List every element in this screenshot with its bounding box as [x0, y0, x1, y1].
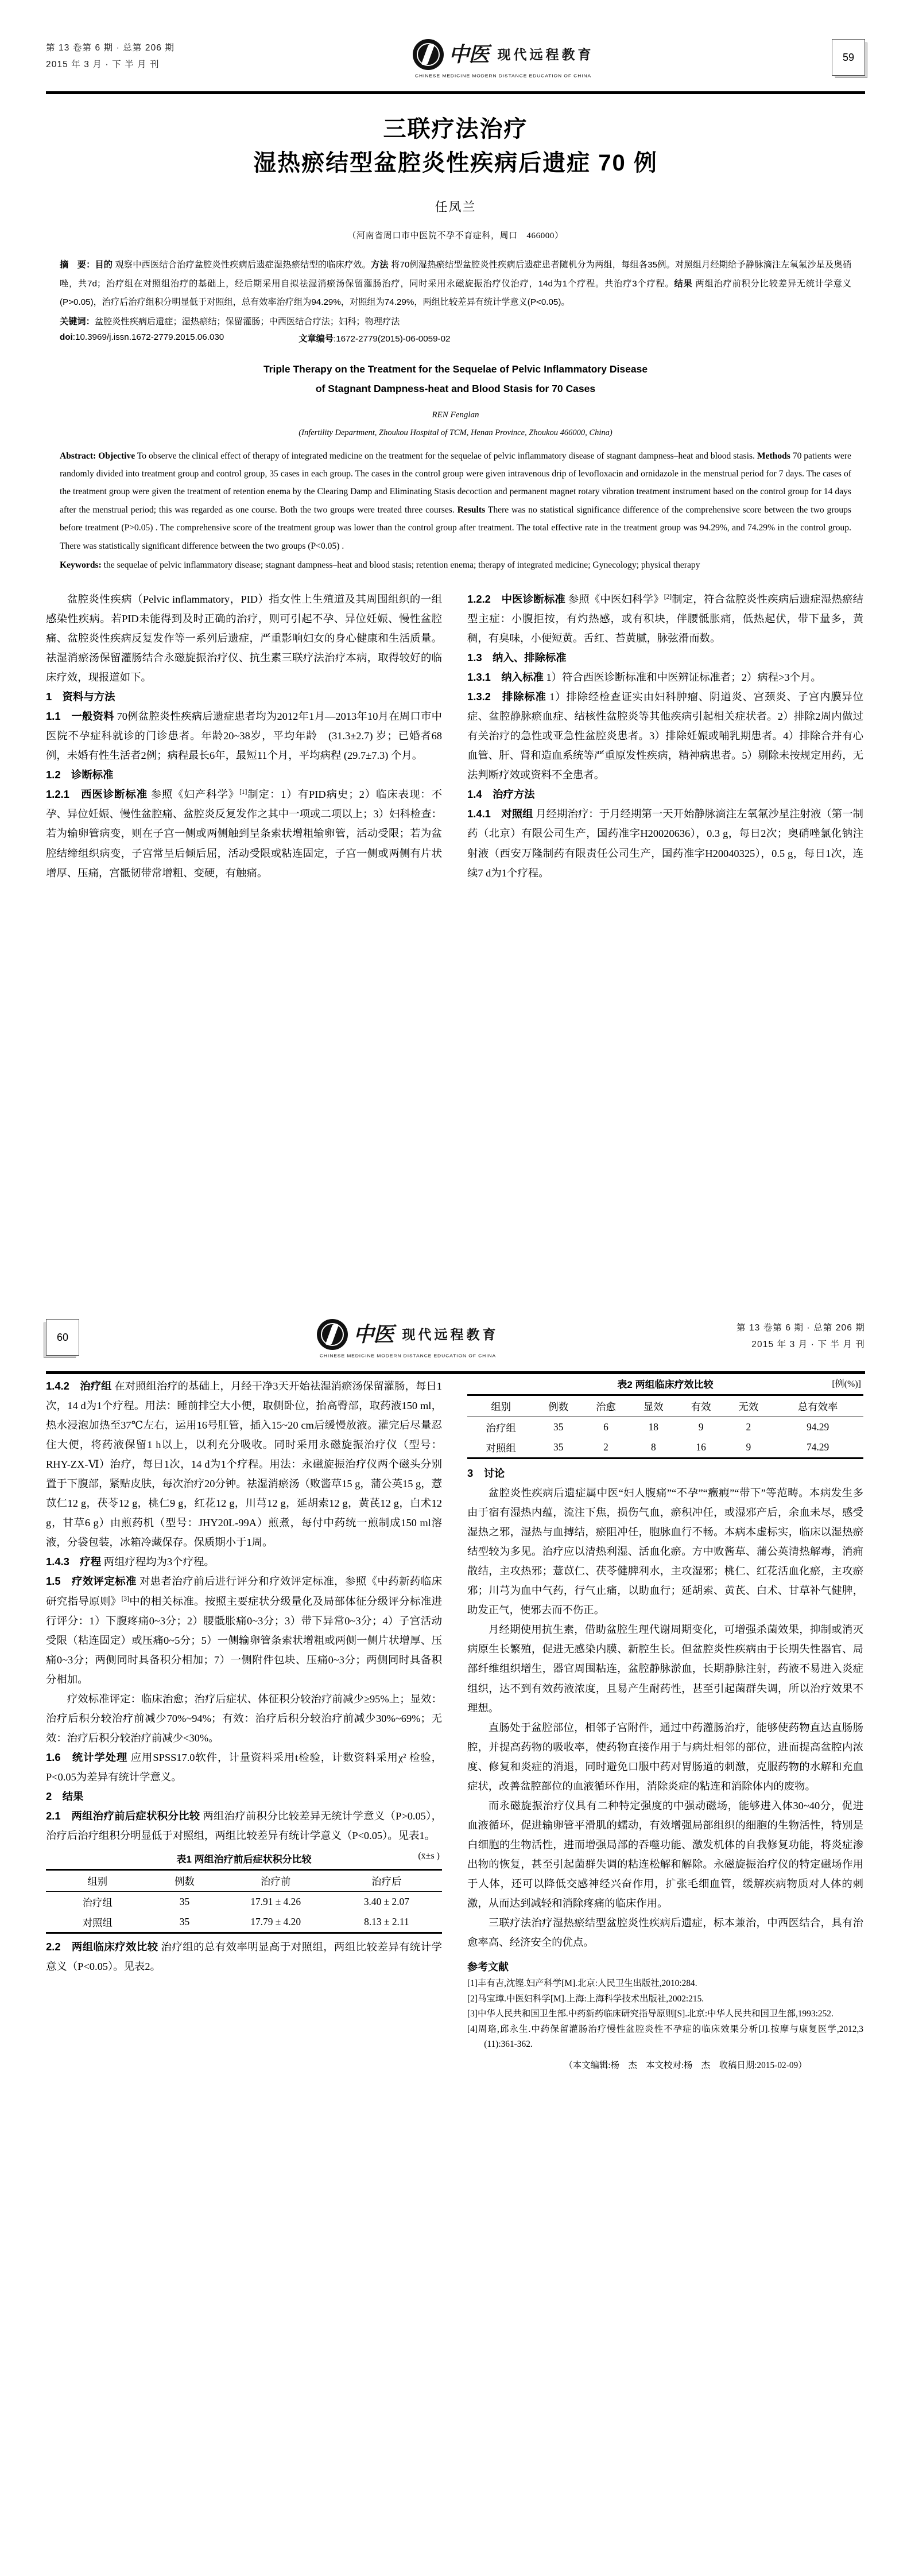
- section-1-2-1-label: 1.2.1 西医诊断标准: [46, 788, 148, 801]
- table-cell: 16: [696, 1441, 706, 1453]
- abstract-cn-label: 摘 要：: [60, 260, 95, 270]
- table-2-caption-text: 表2 两组临床疗效比较: [617, 1379, 714, 1390]
- running-head-page-2: [46, 1280, 865, 1366]
- citation-ref-2: [2]: [664, 593, 672, 600]
- journal-page-1: [0, 0, 911, 1280]
- section-1-4-2-label: 1.4.2 治疗组: [46, 1380, 112, 1392]
- table-cell: 对照组: [82, 1917, 113, 1929]
- section-1-2-2-pre: 参照《中医妇科学》: [568, 593, 664, 605]
- section-1-1-label: 1.1 一般资料: [46, 710, 114, 723]
- section-1-3-2-text: 1）排除经检查证实由妇科肿瘤、阴道炎、宫颈炎、子宫内膜异位症、盆腔静脉瘀血症、结核性盆腔炎等其他疾病引起相关症状者。2）排除2周内做过有关治疗的急性或亚急性盆腔炎患者。3）排除妊娠或哺乳期患者。4）排除合并有心血管、肝、肾和造血系统等严重原发性疾病，精神病患者。5）剔除未按规定用药，无法判断疗效或资料不全患者。: [467, 691, 864, 781]
- page-2-columns: [46, 1376, 865, 2073]
- volume-issue-line: 第 13 卷第 6 期 · 总第 206 期: [736, 1323, 865, 1333]
- section-heading-1: 1 资料与方法: [46, 690, 115, 703]
- title-en-line-2: of Stagnant Dampness-heat and Blood Stasis for 70 Cases: [315, 383, 596, 395]
- title-en-line-1: Triple Therapy on the Treatment for the Sequelae of Pelvic Inflammatory Disease: [263, 363, 648, 375]
- abstract-objective-label-cn: 目的: [95, 260, 113, 270]
- masthead-title-cn: 中医: [353, 1323, 394, 1346]
- abstract-cn: [60, 256, 851, 312]
- article-title-en: [98, 359, 813, 398]
- table-2-unit: [例(%)]: [832, 1379, 861, 1389]
- table-cell: 35: [553, 1441, 564, 1453]
- table-cell: 17.91 ± 4.26: [250, 1896, 301, 1908]
- editorial-colophon: （本文编辑:杨 杰 本文校对:杨 杰 收稿日期:2015-02-09）: [564, 2060, 807, 2070]
- table-cell: 8: [650, 1441, 656, 1453]
- section-1-6-label: 1.6 统计学处理: [46, 1751, 128, 1763]
- section-1-5-criteria: 疗效标准评定：临床治愈；治疗后症状、体征积分较治疗前减少≥95%上；显效：治疗后积分较治疗前减少70%~94%；有效：治疗后积分较治疗前减少30%~69%；无效：治疗后积分较治疗前减少<30%。: [46, 1693, 442, 1744]
- table-2-col-header: 治愈: [596, 1401, 616, 1413]
- keywords-en-value: the sequelae of pelvic inflammatory disease; stagnant dampness–heat and blood stasis; retention enema; therapy of integrated medicine; Gynecology; physical therapy: [103, 560, 700, 571]
- references-heading: 参考文献: [467, 1961, 509, 1973]
- page-1-columns: [46, 589, 865, 883]
- abstract-methods-label-cn: 方法: [370, 260, 389, 270]
- header-rule: [46, 91, 865, 94]
- section-1-5-label: 1.5 疗效评定标准: [46, 1575, 137, 1588]
- abstract-objective-label-en: Objective: [98, 451, 135, 461]
- table-row: [467, 1437, 863, 1458]
- abstract-results-en: There was no statistical significance difference of the comprehensive score between the two groups before treatment (P>0.05) . The comprehensive score of the treatment group was lower than the control group after treatment. The total effective rate in the treatment group was 94.29%, and 74.29% in the control group. There was statistically significant difference between the two groups (P<0.05) .: [60, 505, 851, 551]
- table-2-header-row: [467, 1395, 863, 1417]
- journal-logo-icon: [413, 39, 444, 70]
- table-2-col-header: 总有效率: [797, 1401, 838, 1413]
- article-title-block: [46, 86, 865, 241]
- table-cell: 对照组: [486, 1442, 516, 1454]
- section-heading-1-3: 1.3 纳入、排除标准: [467, 651, 567, 664]
- reference-item: [1]丰有吉,沈铿.妇产科学[M].北京:人民卫生出版社,2010:284.: [467, 1978, 697, 1989]
- abstract-results-cn: 两组治疗前积分比较差异无统计学意义(P>0.05)，治疗后治疗组积分明显低于对照组，总有效率治疗组为94.29%，对照组为74.29%，两组比较差异有统计学意义(P<0.05)。: [60, 278, 851, 307]
- section-1-4-3-label: 1.4.3 疗程: [46, 1555, 102, 1568]
- page-1-left-column: [46, 589, 442, 883]
- reference-item: [4]周珞,邱永生.中药保留灌肠治疗慢性盆腔炎性不孕症的临床效果分析[J].按摩与康复医学,2012,3 (11):361-362.: [467, 2024, 863, 2050]
- abstract-en-label: Abstract:: [60, 451, 96, 461]
- table-row: [467, 1417, 863, 1438]
- intro-paragraph: 盆腔炎性疾病（Pelvic inflammatory，PID）指女性上生殖道及其周围组织的一组感染性疾病。若PID未能得到及时正确的治疗，则可引起不孕、异位妊娠、慢性盆腔痛、盆腔炎性疾病反复发作等一系列后遗症，严重影响妇女的身心健康和生活质量。祛湿消瘀汤保留灌肠结合永磁旋振治疗仪、抗生素三联疗法治疗本病，取得较好的临床疗效，现报道如下。: [46, 593, 442, 684]
- table-2-col-header: 组别: [491, 1401, 511, 1413]
- table-cell: 8.13 ± 2.11: [364, 1916, 409, 1928]
- issue-date-line: 2015 年 3 月 · 下 半 月 刊: [751, 1339, 865, 1349]
- affiliation-cn: （河南省周口市中医院不孕不育症科，周口 466000）: [347, 231, 564, 241]
- table-cell: 治疗组: [82, 1897, 113, 1909]
- table-cell: 治疗组: [486, 1422, 516, 1434]
- table-1-header-row: [46, 1870, 442, 1892]
- author-name-cn: 任凤兰: [435, 200, 476, 215]
- table-1-col-header: 例数: [175, 1876, 195, 1888]
- table-cell: 35: [179, 1916, 190, 1928]
- table-1-unit: (x̄±s ): [418, 1851, 440, 1861]
- abstract-objective-en: To observe the clinical effect of therapy of integrated medicine on the treatment for the sequelae of pelvic inflammatory disease of stagnant dampness–heat and blood stasis.: [137, 451, 755, 461]
- page-1-right-column: [467, 589, 863, 883]
- journal-masthead: [413, 39, 594, 79]
- keywords-cn-label: 关键词：: [60, 317, 95, 327]
- section-1-4-2-text: 在对照组治疗的基础上，月经干净3天开始祛湿消瘀汤保留灌肠，每日1次，14 d为1个疗程。用法：睡前排空大小便，取侧卧位，抬高臀部，取药液150 ml，热水浸泡加热至37℃左右，运用16号肛管，插入15~20 cm后缓慢放液。灌完后尽量忍住大便，将药液保留1 h以上，以利充分吸收。同时采用永磁旋振治疗仪（型号：RHY-ZX-Ⅵ）治疗，每日1次，14 d为1个疗程。用法：永磁旋振治疗仪两个磁头分别置于下腹部，紧贴皮肤，每次治疗20分钟。祛湿消瘀汤（败酱草15 g，蒲公英15 g，薏苡仁12 g，茯苓12 g，桃仁9 g，红花12 g，川芎12 g，延胡索12 g，黄芪12 g，白术12 g，甘草6 g）由煎药机（型号：JHY20L-99A）煎煮，每付中药统一煎制成150 ml溶液，分袋包装，冰箱冷藏保存。保质期小于1周。: [46, 1380, 442, 1549]
- abstract-methods-cn: 将70例湿热瘀结型盆腔炎性疾病后遗症患者随机分为两组，每组各35例。对照组月经期给予静脉滴注左氧氟沙星及奥硝唑，共7d；治疗组在对照组治疗的基础上，经后期采用自拟祛湿消瘀汤保留灌肠治疗，同时采用永磁旋振治疗仪治疗，14d为1个疗程。共治疗3个疗程。: [60, 260, 852, 289]
- section-1-3-1-text: 1）符合西医诊断标准和中医辨证标准者；2）病程>3个月。: [546, 672, 821, 684]
- keywords-en-label: Keywords:: [60, 560, 102, 571]
- section-2-1-text: 两组治疗前积分比较差异无统计学意义（P>0.05），治疗后治疗组积分明显低于对照组，两组比较差异有统计学意义（P<0.05）。见表1。: [46, 1810, 442, 1842]
- article-number-value: :1672-2779(2015)-06-0059-02: [334, 334, 451, 344]
- section-1-1: [46, 707, 442, 765]
- masthead-title-en: CHINESE MEDICINE MODERN DISTANCE EDUCATION OF CHINA: [319, 1353, 497, 1359]
- citation-ref-3: [3]: [121, 1595, 129, 1603]
- doi-label: doi: [60, 332, 73, 343]
- section-2-2: [46, 1937, 442, 1976]
- table-cell: 6: [603, 1421, 608, 1433]
- page-2-right-column: [467, 1376, 863, 2073]
- journal-logo-icon: [317, 1319, 348, 1350]
- table-cell: 2: [603, 1441, 608, 1453]
- table-cell: 3.40 ± 2.07: [363, 1896, 409, 1908]
- issue-date-line: 2015 年 3 月 · 下 半 月 刊: [46, 59, 160, 69]
- table-1-wrap: [46, 1851, 442, 1934]
- table-cell: 35: [179, 1896, 190, 1908]
- section-heading-1-4: 1.4 治疗方法: [467, 788, 535, 801]
- section-2-2-text: 治疗组的总有效率明显高于对照组，两组比较差异有统计学意义（P<0.05）。见表2。: [46, 1941, 442, 1973]
- table-cell: 35: [553, 1421, 564, 1433]
- article-number-field: [299, 332, 450, 344]
- abstract-objective-cn: 观察中西医结合治疗盆腔炎性疾病后遗症湿热瘀结型的临床疗效。: [115, 260, 371, 270]
- doi-and-article-number-row: [60, 332, 851, 344]
- section-1-2-1: [46, 785, 442, 882]
- discussion-paragraph-2: 月经期使用抗生素，借助盆腔生理代谢周期变化，可增强杀菌效果，抑制或消灭病原生长繁殖，促进无感染内膜、新腔生长。但盆腔炎性疾病由于长期失性器官、局部纤维组织增生，器官周围粘连，盆腔静脉淤血，长期静脉注射，药液不易进入炎症组织，达不到有效药液浓度，且易产生耐药性，甚至引起菌群失调，所以治疗效果不理想。: [467, 1624, 863, 1714]
- table-2: [467, 1394, 863, 1459]
- issue-info-left: [46, 39, 175, 73]
- page-title-line-1: 三联疗法治疗: [383, 117, 528, 142]
- section-1-4-3: [46, 1552, 442, 1572]
- journal-page-2: [0, 1280, 911, 2576]
- section-1-5-text: 中的相关标准。按照主要症状分级量化及局部体征分级评分标准进行评分：1）下腹疼痛0~3分；2）腰骶胀痛0~3分；3）带下异常0~3分；4）子宫活动受限（粘连固定）或压痛0~5分；5）一侧输卵管条索状增粗或两侧一侧片状增厚、压痛0~3分；两侧同时具备积分相加；7）一侧附件包块、压痛0~3分；两侧同时具备积分相加。: [46, 1595, 442, 1685]
- discussion-paragraph-5: 三联疗法治疗湿热瘀结型盆腔炎性疾病后遗症，标本兼治，中西医结合，具有治愈率高、经济安全的优点。: [467, 1917, 863, 1949]
- table-2-wrap: [467, 1376, 863, 1459]
- discussion-paragraph-4: 而永磁旋振治疗仪具有二种特定强度的中强动磁场，能够进入体30~40分，促进血液循环，促进输卵管平滑肌的蠕动，有效增强局部组织的细胞的生物活性，特别是白细胞的生物活性，进而增强局部的吞噬功能、激发机体的自我修复功能，将炎症渗出物的恢复，甚至引起菌群失调的粘连松解和解除。永磁旋振治疗仪的特定磁场作用于人体，还可以降低交感神经兴奋作用，扩张毛细血管，缓解疾病物质对人体的刺激，从而达到减轻和消除疼痛的临床作用。: [467, 1799, 863, 1910]
- table-cell: 94.29: [807, 1421, 829, 1433]
- discussion-paragraph-1: 盆腔炎性疾病后遗症属中医“妇人腹痛”“不孕”“癥瘕”“带下”等范畴。本病发生多由于宿有湿热内蕴，流注下焦，损伤气血，瘀积冲任，或湿邪产后，余血未尽，感受湿热之邪，湿热与血搏结，瘀阻冲任，胞脉血行不畅。本病本虚标实，临床以湿热瘀结型较为多见。治疗应以清热利湿、活血化瘀。方中败酱草、蒲公英清热解毒，消痈散结，主攻热邪；薏苡仁、茯苓健脾利水，主攻湿邪；桃仁、红花活血化瘀，主攻瘀邪；川芎为血中气药，行气止痛，以助血行；延胡索、黄芪、白术、甘草补气健脾，助发正气，使邪去而不伤正。: [467, 1487, 863, 1616]
- article-number-label: 文章编号: [299, 334, 334, 344]
- header-rule: [46, 1371, 865, 1374]
- section-1-2-1-text: 制定：1）有PID病史；2）临床表现：不孕、异位妊娠、慢性盆腔痛、盆腔炎反复发作之其中一项或二项以上；3）妇科检查：若为输卵管病变，则在子宫一侧或两侧触到呈条索状增粗输卵管，活动受限；若为盆腔结缔组织病变，子宫常呈后倾后屈，活动受限或粘连固定，子宫一侧或两侧有片状增厚、压痛，宫骶韧带常增粗、变硬，有触痛。: [46, 789, 442, 879]
- keywords-cn: [60, 313, 851, 331]
- discussion-paragraph-3: 直肠处于盆腔部位，相邻子宫附件，通过中药灌肠治疗，能够使药物直达直肠肠腔，并提高药物的吸收率，使药物直接作用于与病灶相邻的部位，进而提高盆腔内浓度、修复和炎症的消退，同时避免口服中药对胃肠道的刺激，克服药物的水解和充血症状，改善盆腔部位的血液循环作用，消除炎症的粘连和消除体内的废物。: [467, 1721, 863, 1792]
- section-1-1-text: 70例盆腔炎性疾病后遗症患者均为2012年1月—2013年10月在周口市中医院不孕症科就诊的门诊患者。年龄20~38岁，平均年龄 (31.3±2.7) 岁；已婚者68例，未婚有性生活者2例；病程最长6年，最短11个月，平均病程 (29.7±7.3) 个月。: [46, 711, 442, 762]
- table-1-col-header: 组别: [87, 1876, 108, 1888]
- section-1-3-2-label: 1.3.2 排除标准: [467, 690, 546, 703]
- issue-info-right: [736, 1319, 865, 1353]
- table-2-caption: [467, 1376, 863, 1391]
- section-1-4-1: [467, 804, 863, 882]
- page-title-line-2: 湿热瘀结型盆腔炎性疾病后遗症 70 例: [253, 150, 658, 176]
- running-head-page-1: [46, 0, 865, 86]
- reference-item: [3]中华人民共和国卫生部.中药新药临床研究指导原则[S].北京:中华人民共和国卫生部,1993:252.: [467, 2009, 834, 2019]
- abstract-en: [60, 447, 851, 556]
- journal-masthead: [317, 1319, 498, 1359]
- table-2-col-header: 显效: [643, 1401, 664, 1413]
- keywords-cn-value: 盆腔炎性疾病后遗症；湿热瘀结；保留灌肠；中西医结合疗法；妇科；物理疗法: [94, 317, 400, 327]
- section-1-3-2: [467, 687, 863, 785]
- table-cell: 74.29: [807, 1441, 829, 1453]
- section-1-4-1-label: 1.4.1 对照组: [467, 808, 533, 820]
- masthead-title-cn: 中医: [448, 43, 489, 66]
- section-2-1-label: 2.1 两组治疗前后症状积分比较: [46, 1810, 200, 1822]
- masthead-subtitle-cn: 现代远程教育: [497, 46, 594, 62]
- abstract-results-label-en: Results: [457, 505, 486, 515]
- table-1-caption: [46, 1851, 442, 1865]
- table-cell: 18: [648, 1421, 658, 1433]
- section-heading-3: 3 讨论: [467, 1467, 505, 1479]
- section-1-4-3-text: 两组疗程均为3个疗程。: [103, 1556, 215, 1568]
- page-2-left-column: [46, 1376, 442, 2073]
- doi-field: [60, 332, 224, 344]
- keywords-en: [60, 556, 851, 574]
- abstract-methods-label-en: Methods: [757, 451, 790, 461]
- section-1-6: [46, 1748, 442, 1787]
- table-cell: 17.79 ± 4.20: [250, 1916, 301, 1928]
- section-2-2-label: 2.2 两组临床疗效比较: [46, 1941, 158, 1953]
- section-2-1: [46, 1806, 442, 1845]
- table-1: [46, 1869, 442, 1934]
- section-heading-2: 2 结果: [46, 1790, 84, 1802]
- section-1-4-1-text: 月经期治疗：于月经期第一天开始静脉滴注左氧氟沙星注射液（第一制药（北京）有限公司生产，国药准字H20020636），0.3 g，每日2次；奥硝唑氯化钠注射液（西安万隆制药有限责任公司生产，国药准字H20040325），0.5 g，每日1次，连续7 d为1个疗程。: [467, 808, 863, 879]
- table-row: [46, 1912, 442, 1933]
- section-1-3-1-label: 1.3.1 纳入标准: [467, 671, 544, 684]
- section-heading-1-2: 1.2 诊断标准: [46, 769, 114, 781]
- section-1-2-2-label: 1.2.2 中医诊断标准: [467, 592, 565, 605]
- section-1-5: [46, 1572, 442, 1689]
- page-number-badge: 60: [46, 1319, 79, 1356]
- doi-value: :10.3969/j.issn.1672-2779.2015.06.030: [72, 332, 224, 343]
- table-2-col-header: 无效: [738, 1401, 759, 1413]
- table-2-col-header: 有效: [691, 1401, 711, 1413]
- table-cell: 9: [698, 1421, 704, 1433]
- author-name-en: REN Fenglan: [432, 410, 479, 420]
- abstract-methods-en: 70 patients were randomly divided into treatment group and control group, 35 cases in each group. The cases in the control group were given intravenous drip of levofloxacin and ornidazole in the menstrual period for 7 days. The cases of the treatment group were given the treatment of retention enema by the Clearing Damp and Eliminating Stasis decoction and permanent magnet rotary vibration treatment instrument based on the control group for 14 days after the menstrual period; this was regarded as one course. Both the two groups were treated three courses.: [60, 451, 851, 515]
- masthead-title-en: CHINESE MEDICINE MODERN DISTANCE EDUCATION OF CHINA: [414, 73, 592, 79]
- section-1-3-1: [467, 668, 863, 687]
- table-row: [46, 1892, 442, 1912]
- affiliation-en: (Infertility Department, Zhoukou Hospital of TCM, Henan Province, Zhoukou 466000, China): [299, 428, 612, 437]
- section-1-2-1-pre: 参照《妇产科学》: [150, 789, 240, 801]
- table-1-caption-text: 表1 两组治疗前后症状积分比较: [176, 1854, 312, 1865]
- table-1-col-header: 治疗前: [261, 1876, 291, 1888]
- table-cell: 2: [746, 1421, 751, 1433]
- table-1-col-header: 治疗后: [371, 1876, 402, 1888]
- section-1-6-text: 应用SPSS17.0软件，计量资料采用t检验，计数资料采用χ² 检验，P<0.05为差异有统计学意义。: [46, 1751, 442, 1783]
- reference-item: [2]马宝璋.中医妇科学[M].上海:上海科学技术出版社,2002:215.: [467, 1993, 704, 2004]
- abstract-results-label-cn: 结果: [674, 278, 693, 289]
- table-2-col-header: 例数: [548, 1401, 569, 1413]
- volume-issue-line: 第 13 卷第 6 期 · 总第 206 期: [46, 43, 175, 53]
- page-number-badge: 59: [832, 39, 865, 76]
- section-1-5-pre: 对患者治疗前后进行评分和疗效评定标准，参照《中药新药临床研究指导原则》: [46, 1576, 442, 1607]
- section-1-4-2: [46, 1376, 442, 1552]
- citation-ref-1: [1]: [239, 789, 247, 796]
- section-1-2-2-text: 制定，符合盆腔炎性疾病后遗症湿热瘀结型主症：小腹拒按，有灼热感，或有积块，伴腰骶胀痛，低热起伏，带下量多，黄稠，有臭味，小便短黄。舌红、苔黄腻，脉弦滑而数。: [467, 593, 863, 644]
- masthead-subtitle-cn: 现代远程教育: [402, 1326, 499, 1342]
- table-cell: 9: [746, 1441, 751, 1453]
- section-1-2-2: [467, 589, 863, 648]
